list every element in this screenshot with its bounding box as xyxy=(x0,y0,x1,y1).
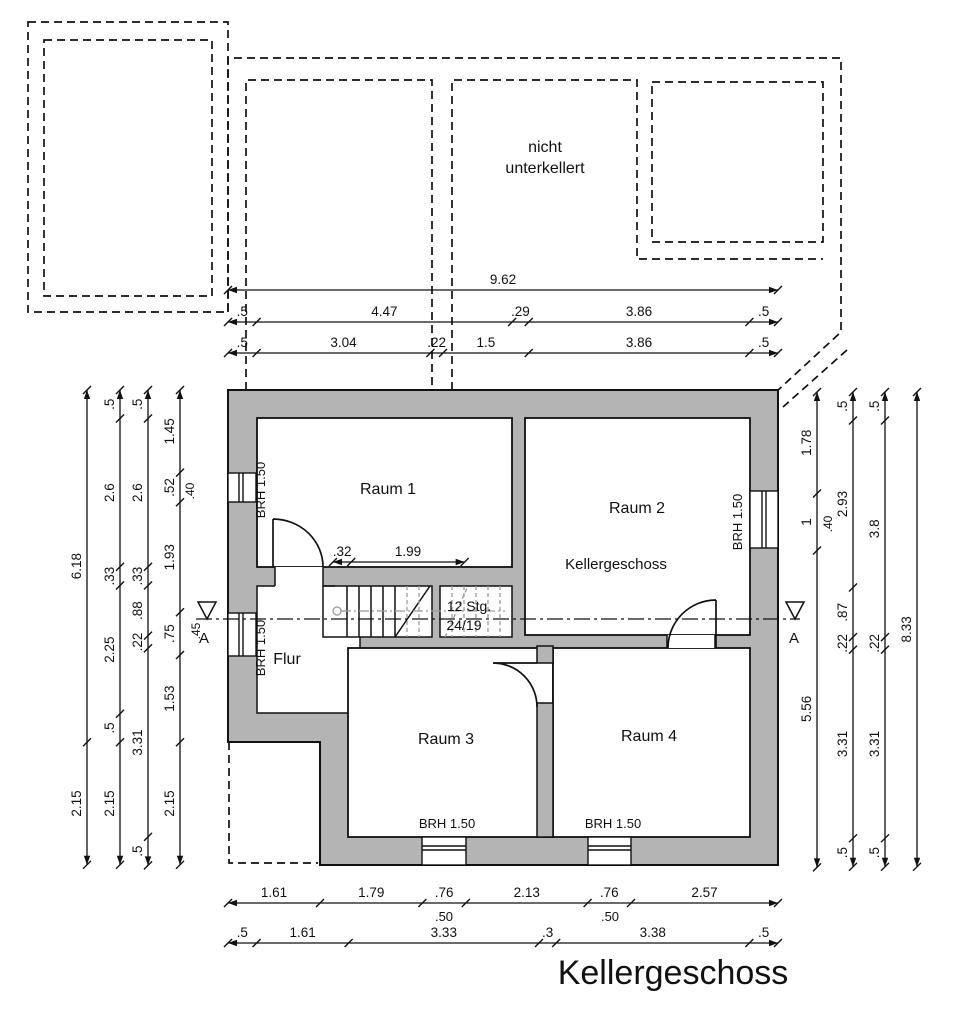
dim-label: .76 xyxy=(434,885,454,900)
dim-label: .5 xyxy=(102,398,117,410)
dim-top-row-2 xyxy=(224,304,782,326)
right-window xyxy=(750,491,778,548)
raum2-door-opening xyxy=(667,635,715,648)
section-label-a-left: A xyxy=(198,630,210,647)
dim-right-3 xyxy=(867,388,889,871)
dim-label: 4.47 xyxy=(371,304,398,319)
dim-label: .33 xyxy=(130,566,145,586)
dim-label: .5 xyxy=(758,925,770,940)
dim-bottom-row-2 xyxy=(224,925,782,947)
dim-right-4 xyxy=(899,388,921,871)
dim-label: 2.6 xyxy=(130,483,145,502)
dim-label-40-left: .40 xyxy=(183,482,197,500)
room-label-raum4: Raum 4 xyxy=(620,728,678,745)
dim-label: .5 xyxy=(835,400,850,412)
dim-label: 3.86 xyxy=(625,335,653,350)
dim-label: .75 xyxy=(162,624,177,644)
brh-label-raum4-window: BRH 1.50 xyxy=(584,816,642,831)
dim-label: 1.5 xyxy=(476,335,496,350)
stair-label-line2: 24/19 xyxy=(446,617,482,633)
dim-label: .5 xyxy=(130,845,145,857)
dim-label: .5 xyxy=(835,846,850,859)
dim-label: .76 xyxy=(599,885,619,900)
area-note-line1: nicht xyxy=(528,139,562,156)
dim-label: .52 xyxy=(162,478,177,497)
dim-label: .5 xyxy=(867,846,882,859)
raum1-door-opening xyxy=(275,567,323,586)
raum4-window xyxy=(588,837,631,865)
dim-label: 1.93 xyxy=(162,544,177,571)
dim-label: 3.31 xyxy=(835,730,850,758)
basement-walls xyxy=(228,390,778,865)
dim-label: .5 xyxy=(102,722,117,734)
dim-label-window-50-left: .50 xyxy=(434,909,454,924)
dim-label: 9.62 xyxy=(489,272,517,287)
dim-label-window-50-right: .50 xyxy=(600,909,620,924)
section-marker-right xyxy=(786,602,804,619)
dim-label: .5 xyxy=(236,304,248,319)
dim-label: 2.15 xyxy=(102,790,117,817)
room-label-raum3: Raum 3 xyxy=(417,731,475,748)
dim-left-2 xyxy=(102,386,124,869)
dim-label: 1 xyxy=(799,518,814,526)
entry-steps-outline xyxy=(229,742,318,863)
dim-bottom-row-1 xyxy=(224,885,782,907)
dim-label: 2.6 xyxy=(102,483,117,502)
dim-label: 1.45 xyxy=(162,418,177,445)
dim-label: 6.18 xyxy=(69,552,84,580)
room-label-raum1: Raum 1 xyxy=(359,481,417,498)
dim-label: 3.86 xyxy=(625,304,653,319)
room-label-raum2: Raum 2 xyxy=(608,500,666,517)
not-basemented-outline xyxy=(228,58,841,392)
dim-label: 2.93 xyxy=(835,490,850,518)
dim-label: 2.13 xyxy=(513,885,540,900)
storey-label-in-plan: Kellergeschoss xyxy=(565,556,667,573)
dim-label: .5 xyxy=(758,304,770,319)
dim-label: .33 xyxy=(102,566,117,586)
dim-label: 8.33 xyxy=(899,616,914,643)
garage-outline-inner xyxy=(44,40,212,296)
dim-label: 1.61 xyxy=(289,925,316,940)
dim-right-2 xyxy=(835,388,857,871)
dim-label: .22 xyxy=(427,335,447,350)
drawing-title: Kellergeschoss xyxy=(557,954,789,992)
dim-label: 1.79 xyxy=(358,885,385,900)
section-label-a-right: A xyxy=(788,630,800,647)
dim-label: .29 xyxy=(511,304,530,319)
brh-label-left-window1: BRH 1.50 xyxy=(253,461,268,519)
section-marker-left xyxy=(198,602,216,619)
dim-label-45-left: .45 xyxy=(189,622,203,640)
dim-label: 1.99 xyxy=(394,544,422,559)
area-note-line2: unterkellert xyxy=(505,160,585,177)
dim-label: .5 xyxy=(130,398,145,410)
dim-label: .5 xyxy=(758,335,770,350)
dim-label: .3 xyxy=(541,925,554,940)
dim-label: .5 xyxy=(236,335,248,350)
dim-label: 5.56 xyxy=(799,695,814,723)
raum3-window xyxy=(422,837,466,865)
dim-label: .32 xyxy=(332,544,352,559)
dim-label: 2.15 xyxy=(162,790,177,817)
dim-label: .22 xyxy=(835,633,850,653)
dim-label-40-right: .40 xyxy=(821,515,835,533)
dim-label: .5 xyxy=(236,925,248,940)
dim-label: .88 xyxy=(130,601,145,620)
dim-left-1 xyxy=(69,386,91,869)
dim-left-3 xyxy=(130,386,152,869)
garage-outline-outer xyxy=(28,22,228,312)
dim-label: 2.15 xyxy=(69,790,84,817)
dim-label: 3.04 xyxy=(330,335,357,350)
brh-label-right-window: BRH 1.50 xyxy=(730,493,745,551)
dim-label: 2.57 xyxy=(691,885,718,900)
brh-label-left-window2: BRH 1.50 xyxy=(253,619,268,677)
dim-label: .87 xyxy=(835,602,850,622)
upper-floor-room-outline-right xyxy=(652,82,823,242)
dim-label: 1.53 xyxy=(162,685,177,712)
dim-label: 3.8 xyxy=(867,519,882,539)
dim-right-1 xyxy=(799,388,821,871)
dim-label: 1.78 xyxy=(799,429,814,456)
dim-label: 3.33 xyxy=(430,925,457,940)
left-window-1 xyxy=(228,473,256,502)
brh-label-raum3-window: BRH 1.50 xyxy=(418,816,476,831)
dim-label: 1.61 xyxy=(260,885,288,900)
dim-label: .5 xyxy=(867,400,882,412)
divider-wall-lower xyxy=(537,703,553,837)
dim-top-row-3 xyxy=(224,335,782,357)
stair-label-line1: 12 Stg. xyxy=(446,598,492,614)
dim-label: .22 xyxy=(867,633,882,653)
dim-left-4 xyxy=(162,386,184,869)
room-label-flur: Flur xyxy=(273,651,301,668)
dim-top-row-1 xyxy=(224,272,782,294)
dim-label: .22 xyxy=(130,632,145,652)
dim-label: 3.38 xyxy=(639,925,666,940)
dim-label: 2.25 xyxy=(102,636,117,663)
dim-label: 3.31 xyxy=(867,730,882,758)
divider-wall-stub xyxy=(537,646,553,663)
dim-label: 3.31 xyxy=(130,729,145,756)
